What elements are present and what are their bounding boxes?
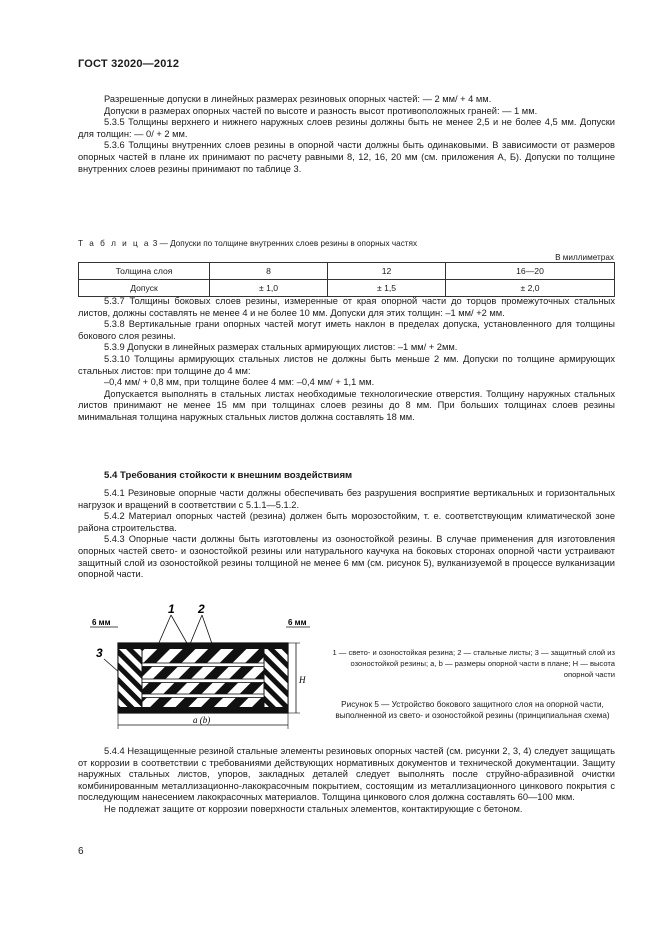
paragraph: 5.3.6 Толщины внутренних слоев резины в опорной части должны быть одинаковыми. В зависимости от размеров опорных частей в плане их принимают по расчету равными 8, 12, 16, 20 мм (см. приложения А, Б). Допуски по толщине внутренних слоев резины принимают по таблице 3. [78, 140, 615, 174]
paragraph: 5.4.1 Резиновые опорные части должны обеспечивать без разрушения восприятие вертикальных и горизонтальных нагрузок и вращений в соответствии с 5.1.1—5.1.2. [78, 488, 615, 510]
section-5-3-bottom [78, 296, 615, 424]
paragraph: Допуски в размерах опорных частей по высоте и разность высот противоположных граней: — 1 мм. [104, 105, 538, 116]
side-protective-layer [118, 643, 142, 713]
page-number: 6 [78, 846, 84, 857]
table-caption-text: 3 — Допуски по толщине внутренних слоев резины в опорных частях [150, 239, 418, 248]
table-caption [78, 239, 417, 248]
callout-3: 3 [96, 646, 103, 660]
table-cell: 16—20 [446, 263, 615, 280]
bottom-steel-plate [118, 707, 288, 713]
section-heading: 5.4 Требования стойкости к внешним воздействиям [104, 470, 353, 481]
paragraph: 5.3.10 Толщины армирующих стальных листов не должны быть меньше 2 мм. Допуски по толщине армирующих стальных листов: при толщине до 4 мм: [78, 353, 615, 376]
paragraph: Разрешенные допуски в линейных размерах резиновых опорных частей: — 2 мм/ + 4 мм. [104, 94, 492, 104]
table-cell: ± 2,0 [446, 280, 615, 297]
running-header: ГОСТ 32020—2012 [78, 58, 180, 70]
paragraph: 5.4.4 Незащищенные резиной стальные элементы резиновых опорных частей (см. рисунки 2, 3, 4) следует защищать от коррозии в соответствии с требованиями действующих нормативных документов и технической документации. Защиту наружных стальных листов, упоров, закладных деталей следует выполнять после струйно-абразивной очистки комбинированным металлизационно-лакокрасочным покрытием, состоящим из металлизационного цинкового покрытия с последующим нанесением лакокрасочных материалов. Толщина цинкового слоя должна составлять 60—100 мкм. [78, 746, 615, 803]
width-label: a (b) [193, 715, 211, 725]
paragraph: –0,4 мм/ + 0,8 мм, при толщине более 4 мм: –0,4 мм/ + 1,1 мм. [104, 377, 375, 388]
table-cell: 12 [328, 263, 446, 280]
callout-1: 1 [168, 602, 175, 616]
figure-5-diagram [78, 601, 318, 736]
section-5-4 [78, 488, 615, 581]
table-cell: ± 1,0 [210, 280, 328, 297]
dim-label-left: 6 мм [92, 618, 111, 627]
table-caption-prefix: Т а б л и ц а [78, 239, 151, 248]
leader-line [171, 615, 188, 645]
paragraph: Не подлежат защите от коррозии поверхности стальных элементов, контактирующие с бетоном. [104, 803, 523, 814]
table-unit: В миллиметрах [555, 253, 614, 262]
paragraph: 5.3.9 Допуски в линейных размерах стальных армирующих листов: –1 мм/ + 2мм. [104, 342, 458, 353]
table-cell: Толщина слоя [79, 263, 210, 280]
paragraph: 5.3.7 Толщины боковых слоев резины, измеренные от края опорной части до торцов промежуточных стальных листов, должны составлять не менее 4 и не более 10 мм. Допуски для этих толщин: –1 мм/ +2 мм. [78, 296, 615, 318]
steel-sheet [142, 694, 264, 698]
section-5-3-top [78, 94, 615, 175]
leader-line [158, 615, 171, 645]
section-5-4-4 [78, 746, 615, 816]
tolerance-table [78, 262, 615, 297]
height-label: H [299, 675, 306, 685]
steel-sheet [142, 679, 264, 683]
paragraph: 5.3.8 Вертикальные грани опорных частей могут иметь наклон в пределах допуска, установленного для толщины бокового слоя резины. [78, 319, 615, 341]
table-cell: ± 1,5 [328, 280, 446, 297]
table-row [79, 263, 615, 280]
figure-legend: 1 — свето- и озоностойкая резина; 2 — стальные листы; 3 — защитный слой из озоностойкой резины; a, b — размеры опорной части в плане; H — высота опорной части [332, 648, 615, 679]
top-steel-plate [118, 643, 288, 649]
figure-caption: Рисунок 5 — Устройство бокового защитного слоя на опорной части, выполненной из свето- и озоностойкой резины (принципиальная схема) [335, 700, 610, 720]
table-cell: 8 [210, 263, 328, 280]
rubber-body [118, 643, 288, 713]
dim-label-right: 6 мм [288, 618, 307, 627]
steel-sheet [142, 663, 264, 667]
callout-2: 2 [198, 602, 205, 616]
table-row [79, 280, 615, 297]
paragraph: 5.4.2 Материал опорных частей (резина) должен быть морозостойким, т. е. соответствующим климатической зоне района строительства. [78, 511, 615, 533]
paragraph: 5.4.3 Опорные части должны быть изготовлены из озоностойкой резины. В случае применения для изготовления опорных частей свето- и озоностойкой резины или натурального каучука на боковых сторонах опорной части устраивают защитный слой из озоностойкой резины толщиной не менее 6 мм (см. рисунок 5), вулканизуемой в процессе вулканизации опорной части. [78, 534, 615, 580]
side-protective-layer [264, 643, 288, 713]
table-cell: Допуск [79, 280, 210, 297]
paragraph: Допускается выполнять в стальных листах необходимые технологические отверстия. Толщину наружных стальных листов принимают не менее 15 мм при толщинах слоев резины до 8 мм. При больших толщинах слоев резины минимальная толщина наружных стальных листов должна составлять 18 мм. [78, 388, 615, 422]
paragraph: 5.3.5 Толщины верхнего и нижнего наружных слоев резины должны быть не менее 2,5 и не более 4,5 мм. Допуски для толщин: — 0/ + 2 мм. [78, 117, 615, 139]
